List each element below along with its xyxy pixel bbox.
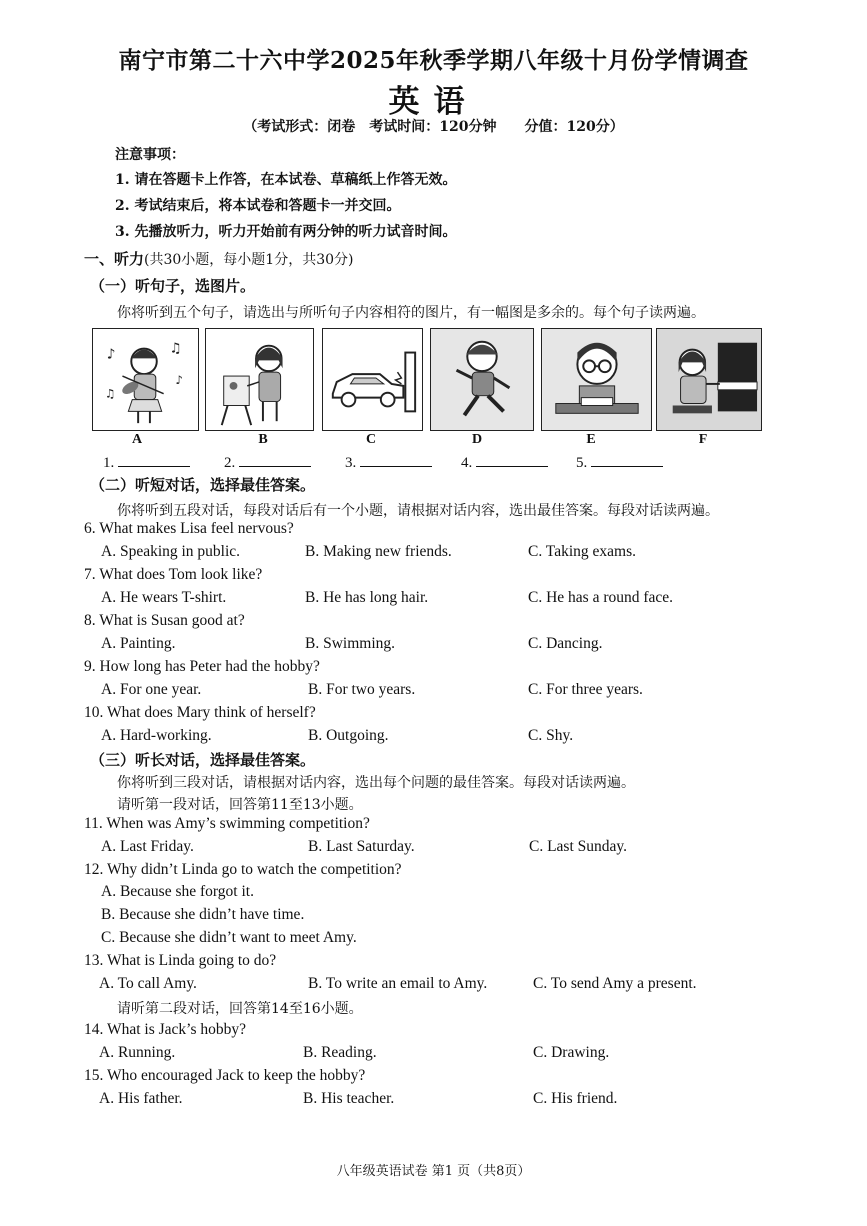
subject-title: 英语	[388, 84, 479, 120]
option-a[interactable]: A. Speaking in public.	[101, 543, 241, 560]
part3-sub-instruction: 请听第一段对话，回答第11至13小题。	[117, 797, 363, 813]
question-text: 8. What is Susan good at?	[84, 612, 245, 629]
blank-line[interactable]	[476, 452, 548, 467]
girl-playing-piano-icon	[656, 328, 762, 431]
blank-number: 5.	[576, 455, 588, 471]
note-item: 1. 请在答题卡上作答，在本试卷、草稿纸上作答无效。	[115, 172, 457, 188]
option-b[interactable]: B. Swimming.	[305, 635, 396, 652]
option-b[interactable]: B. Outgoing.	[308, 727, 389, 744]
question-text: 13. What is Linda going to do?	[84, 952, 277, 969]
part3-instruction: 你将听到三段对话，请根据对话内容，选出每个问题的最佳答案。每段对话读两遍。	[117, 775, 635, 791]
option-a[interactable]: A. To call Amy.	[99, 975, 197, 992]
option-a[interactable]: A. His father.	[99, 1090, 183, 1107]
girl-painting-icon	[205, 328, 314, 431]
section-desc: (共30小题，每小题1分，共30分)	[144, 252, 354, 268]
exam-title: 南宁市第二十六中学2025年秋季学期八年级十月份学情调查	[118, 47, 749, 74]
option-b[interactable]: B. His teacher.	[303, 1090, 395, 1107]
note-item: 3. 先播放听力，听力开始前有两分钟的听力试音时间。	[115, 224, 457, 240]
answer-blank[interactable]	[224, 452, 311, 472]
option-b[interactable]: B. He has long hair.	[305, 589, 429, 606]
option-b[interactable]: B. Making new friends.	[305, 543, 452, 560]
option-a[interactable]: A. Because she forgot it.	[101, 883, 254, 900]
option-c[interactable]: C. Shy.	[528, 727, 574, 744]
part3-heading: （三）听长对话，选择最佳答案。	[90, 751, 316, 769]
answer-blank[interactable]	[576, 452, 663, 472]
part1-instruction: 你将听到五个句子，请选出与所听句子内容相符的图片，有一幅图是多余的。每个句子读两遍。	[117, 305, 705, 321]
option-c[interactable]: C. His friend.	[533, 1090, 618, 1107]
question-text: 6. What makes Lisa feel nervous?	[84, 520, 294, 537]
option-c[interactable]: C. Because she didn’t want to meet Amy.	[101, 929, 357, 946]
part3-sub-instruction: 请听第二段对话，回答第14至16小题。	[117, 1001, 363, 1017]
picture-label: A	[131, 432, 143, 447]
question-text: 15. Who encouraged Jack to keep the hobby?	[84, 1067, 366, 1084]
svg-text:♪: ♪	[106, 346, 116, 363]
option-a[interactable]: A. Running.	[99, 1044, 176, 1061]
blank-number: 4.	[461, 455, 473, 471]
option-b[interactable]: B. To write an email to Amy.	[308, 975, 488, 992]
option-c[interactable]: C. To send Amy a present.	[533, 975, 697, 992]
boy-reading-icon	[541, 328, 652, 431]
picture-label: E	[586, 432, 596, 447]
blank-number: 2.	[224, 455, 236, 471]
girl-playing-violin-icon	[92, 328, 199, 431]
option-c[interactable]: C. For three years.	[528, 681, 643, 698]
question-text: 14. What is Jack’s hobby?	[84, 1021, 247, 1038]
option-a[interactable]: A. Painting.	[101, 635, 176, 652]
svg-text:♫: ♫	[104, 386, 116, 401]
option-a[interactable]: A. Hard-working.	[101, 727, 212, 744]
blank-line[interactable]	[118, 452, 190, 467]
option-c[interactable]: C. Dancing.	[528, 635, 603, 652]
answer-blank[interactable]	[461, 452, 548, 472]
answer-blank[interactable]	[103, 452, 190, 472]
option-b[interactable]: B. For two years.	[308, 681, 416, 698]
option-c[interactable]: C. Taking exams.	[528, 543, 636, 560]
option-c[interactable]: C. Last Sunday.	[529, 838, 628, 855]
question-text: 12. Why didn’t Linda go to watch the competition?	[84, 861, 402, 878]
page-footer: 八年级英语试卷 第1 页（共8页）	[336, 1164, 531, 1179]
question-text: 10. What does Mary think of herself?	[84, 704, 316, 721]
answer-blank[interactable]	[345, 452, 432, 472]
option-b[interactable]: B. Because she didn’t have time.	[101, 906, 305, 923]
svg-text:♫: ♫	[169, 340, 182, 357]
boy-running-icon	[430, 328, 534, 431]
picture-label: B	[258, 432, 268, 447]
part1-heading: （一）听句子，选图片。	[90, 277, 256, 295]
blank-line[interactable]	[591, 452, 663, 467]
blank-line[interactable]	[239, 452, 311, 467]
question-text: 9. How long has Peter had the hobby?	[84, 658, 320, 675]
exam-info: （考试形式：闭卷 考试时间：120分钟 分值：120分）	[243, 119, 624, 135]
option-a[interactable]: A. For one year.	[101, 681, 202, 698]
picture-label: F	[698, 432, 708, 447]
question-text: 11. When was Amy’s swimming competition?	[84, 815, 370, 832]
option-c[interactable]: C. He has a round face.	[528, 589, 674, 606]
option-a[interactable]: A. Last Friday.	[101, 838, 194, 855]
svg-text:♪: ♪	[175, 372, 183, 387]
section-title: 一、听力	[84, 250, 145, 268]
option-b[interactable]: B. Reading.	[303, 1044, 377, 1061]
car-crash-icon	[322, 328, 423, 431]
part2-instruction: 你将听到五段对话，每段对话后有一个小题，请根据对话内容，选出最佳答案。每段对话读两遍。	[117, 503, 719, 519]
picture-label: D	[471, 432, 483, 447]
note-item: 2. 考试结束后，将本试卷和答题卡一并交回。	[115, 198, 401, 214]
option-a[interactable]: A. He wears T-shirt.	[101, 589, 227, 606]
picture-label: C	[365, 432, 377, 447]
option-c[interactable]: C. Drawing.	[533, 1044, 610, 1061]
part2-heading: （二）听短对话，选择最佳答案。	[90, 476, 316, 494]
notes-heading: 注意事项：	[115, 147, 185, 163]
question-text: 7. What does Tom look like?	[84, 566, 263, 583]
blank-number: 3.	[345, 455, 357, 471]
option-b[interactable]: B. Last Saturday.	[308, 838, 415, 855]
blank-number: 1.	[103, 455, 115, 471]
blank-line[interactable]	[360, 452, 432, 467]
section-listening-heading	[84, 248, 353, 269]
